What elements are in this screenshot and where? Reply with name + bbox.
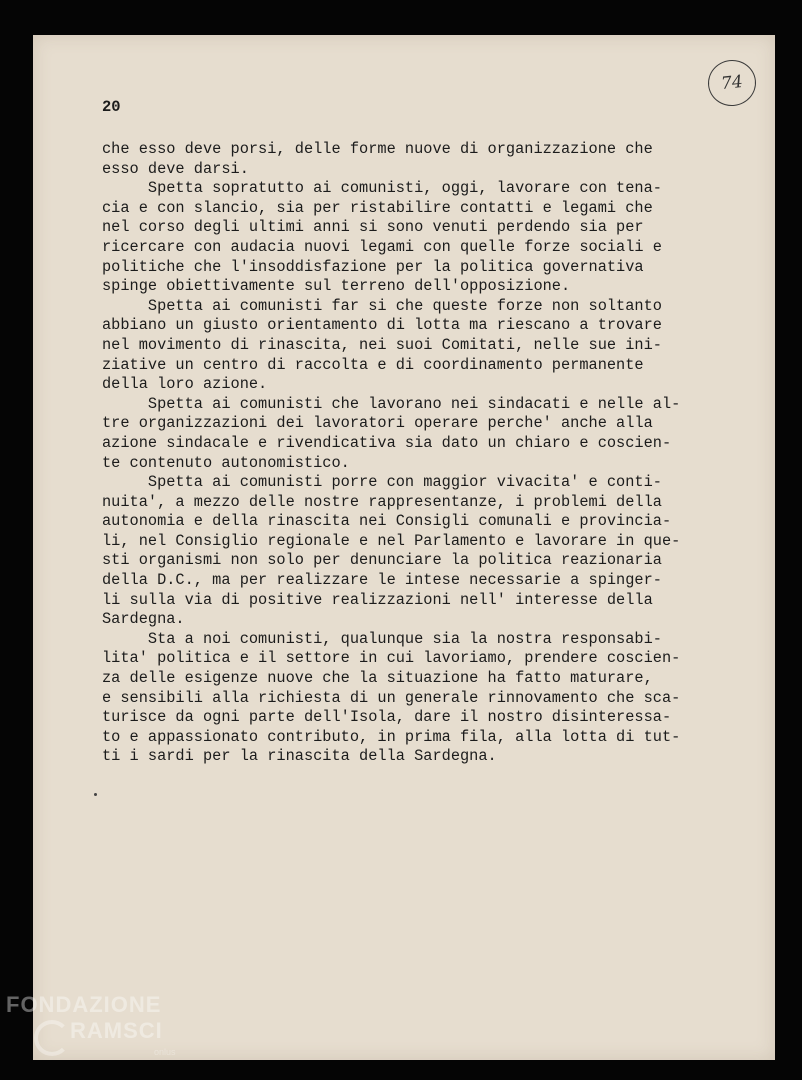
paper-sheet	[33, 35, 775, 1060]
text-line: Spetta sopratutto ai comunisti, oggi, lavorare con tena-	[102, 179, 662, 198]
fondazione-gramsci-watermark	[6, 992, 206, 1077]
text-line: lita' politica e il settore in cui lavoriamo, prendere coscien-	[102, 649, 681, 668]
archive-stamp-number: 74	[706, 58, 759, 109]
text-line: sti organismi non solo per denunciare la politica reazionaria	[102, 551, 662, 570]
text-line: esso deve darsi.	[102, 159, 249, 178]
text-line: nuita', a mezzo delle nostre rappresentanze, i problemi della	[102, 492, 662, 511]
text-line: della D.C., ma per realizzare le intese necessarie a spinger-	[102, 571, 662, 590]
text-line: nel movimento di rinascita, nei suoi Comitati, nelle sue ini-	[102, 335, 662, 354]
text-line: Spetta ai comunisti porre con maggior vivacita' e conti-	[102, 473, 662, 492]
text-line: e sensibili alla richiesta di un generale rinnovamento che sca-	[102, 688, 681, 707]
text-line: che esso deve porsi, delle forme nuove di organizzazione che	[102, 140, 653, 158]
text-line: to e appassionato contributo, in prima fila, alla lotta di tut-	[102, 727, 681, 746]
text-line: nel corso degli ultimi anni si sono venuti perdendo sia per	[102, 218, 644, 237]
watermark-small: onlus	[154, 1047, 176, 1057]
text-line: tre organizzazioni dei lavoratori operare perche' anche alla	[102, 414, 653, 433]
text-line: Sardegna.	[102, 610, 185, 629]
text-line: li sulla via di positive realizzazioni nell' interesse della	[102, 590, 653, 609]
text-line: ziative un centro di raccolta e di coordinamento permanente	[102, 355, 644, 374]
gramsci-g-logo-icon	[34, 1020, 70, 1056]
text-line: spinge obiettivamente sul terreno dell'opposizione.	[102, 277, 571, 296]
page-number: 20	[102, 98, 121, 116]
ink-dot	[94, 793, 97, 796]
text-line: ricercare con audacia nuovi legami con quelle forze sociali e	[102, 237, 662, 256]
text-line: cia e con slancio, sia per ristabilire contatti e legami che	[102, 198, 653, 217]
text-line: za delle esigenze nuove che la situazione ha fatto maturare,	[102, 669, 653, 688]
text-line: della loro azione.	[102, 375, 268, 394]
text-line: ti i sardi per la rinascita della Sardegna.	[102, 747, 497, 766]
text-line: abbiano un giusto orientamento di lotta ma riescano a trovare	[102, 316, 662, 335]
text-line: Spetta ai comunisti che lavorano nei sindacati e nelle al-	[102, 394, 681, 413]
text-line: te contenuto autonomistico.	[102, 453, 350, 472]
watermark-line2: RAMSCI	[70, 1018, 163, 1043]
text-line: politiche che l'insoddisfazione per la politica governativa	[102, 257, 644, 276]
text-line: Spetta ai comunisti far si che queste forze non soltanto	[102, 296, 662, 315]
body-text	[102, 140, 706, 767]
text-line: Sta a noi comunisti, qualunque sia la nostra responsabi-	[102, 629, 662, 648]
text-line: li, nel Consiglio regionale e nel Parlamento e lavorare in que-	[102, 531, 681, 550]
watermark-line1: FONDAZIONE	[6, 992, 162, 1017]
text-line: autonomia e della rinascita nei Consigli comunali e provincia-	[102, 512, 672, 531]
text-line: azione sindacale e rivendicativa sia dato un chiaro e coscien-	[102, 433, 672, 452]
text-line: turisce da ogni parte dell'Isola, dare il nostro disinteressa-	[102, 708, 672, 727]
